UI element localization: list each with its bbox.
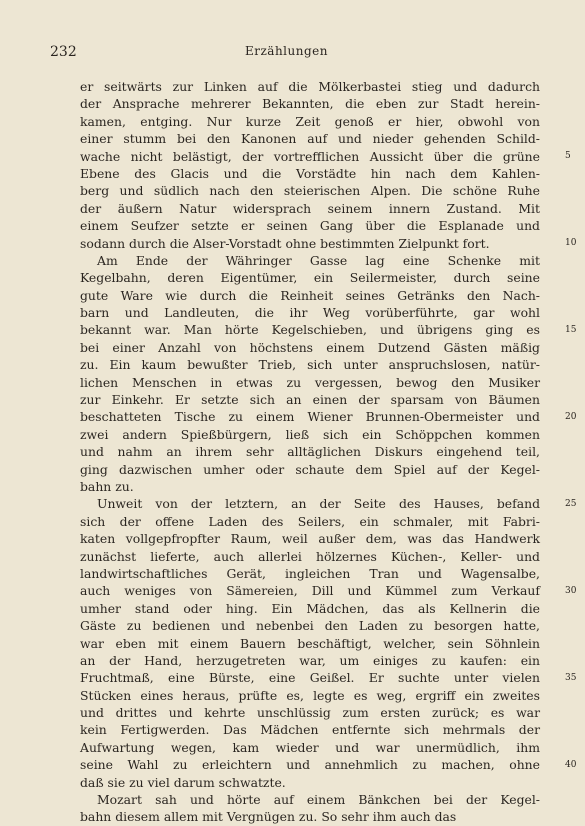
text-line: beschatteten Tische zu einem Wiener Brunnen-Obermeister und	[80, 409, 540, 425]
line-number: 35	[565, 672, 577, 683]
line-number: 15	[565, 324, 577, 335]
text-line: der äußern Natur widersprach seinem innern Zustand. Mit	[80, 200, 540, 216]
text-line: sich der offene Laden des Seilers, ein schmaler, mit Fabri-	[80, 513, 540, 529]
text-line: wache nicht belästigt, der vortrefflichen Aussicht über die grüne	[80, 148, 540, 164]
text-line: und nahm an ihrem sehr alltäglichen Diskurs eingehend teil,	[80, 444, 540, 460]
text-line: gute Ware wie durch die Reinheit seines Getränks den Nach-	[80, 287, 540, 303]
text-line: berg und südlich nach den steierischen Alpen. Die schöne Ruhe	[80, 183, 540, 199]
text-line: seine Wahl zu erleichtern und annehmlich zu machen, ohne	[80, 757, 540, 773]
line-number: 40	[565, 759, 577, 770]
text-line: zu. Ein kaum bewußter Trieb, sich unter anspruchslosen, natür-	[80, 357, 540, 373]
text-line: bahn zu.	[80, 478, 134, 494]
text-line: Unweit von der letztern, an der Seite des Hauses, befand	[97, 496, 540, 512]
text-line: Fruchtmaß, eine Bürste, eine Geißel. Er suchte unter vielen	[80, 670, 540, 686]
text-line: umher stand oder hing. Ein Mädchen, das als Kellnerin die	[80, 600, 540, 616]
text-line: bei einer Anzahl von höchstens einem Dutzend Gästen mäßig	[80, 339, 540, 355]
line-number: 25	[565, 498, 577, 509]
line-number: 20	[565, 411, 577, 422]
text-line: zunächst lieferte, auch allerlei hölzernes Küchen-, Keller- und	[80, 548, 540, 564]
text-line: Kegelbahn, deren Eigentümer, ein Seilermeister, durch seine	[80, 270, 540, 286]
text-line: bekannt war. Man hörte Kegelschieben, und übrigens ging es	[80, 322, 540, 338]
text-line: Am Ende der Währinger Gasse lag eine Schenke mit	[97, 252, 540, 268]
text-line: sodann durch die Alser-Vorstadt ohne bestimmten Zielpunkt fort.	[80, 235, 490, 251]
text-line: zur Einkehr. Er setzte sich an einen der sparsam von Bäumen	[80, 392, 540, 408]
text-line: landwirtschaftliches Gerät, ingleichen Tran und Wagensalbe,	[80, 565, 540, 581]
text-line: zwei andern Spießbürgern, ließ sich ein Schöppchen kommen	[80, 426, 540, 442]
text-line: kamen, entging. Nur kurze Zeit genoß er hier, obwohl von	[80, 113, 540, 129]
text-line: Gäste zu bedienen und nebenbei den Laden zu besorgen hatte,	[80, 618, 540, 634]
text-line: der Ansprache mehrerer Bekannten, die eben zur Stadt herein-	[80, 96, 540, 112]
page-header	[0, 44, 573, 64]
text-line: einem Seufzer setzte er seinen Gang über die Esplanade und	[80, 218, 540, 234]
text-line: katen vollgepfropfter Raum, weil außer dem, was das Handwerk	[80, 531, 540, 547]
line-number: 10	[565, 237, 577, 248]
text-line: er seitwärts zur Linken auf die Mölkerbastei stieg und dadurch	[80, 79, 540, 94]
line-number: 30	[565, 585, 577, 596]
text-line: Mozart sah und hörte auf einem Bänkchen bei der Kegel-	[97, 792, 540, 808]
text-body	[80, 78, 577, 826]
running-title: Erzählungen	[244, 44, 328, 58]
text-line: Ebene des Glacis und die Vorstädte hin nach dem Kahlen-	[80, 165, 540, 181]
text-line: lichen Menschen in etwas zu vergessen, bewog den Musiker	[80, 374, 540, 390]
text-line: barn und Landleuten, die ihr Weg vorüberführte, gar wohl	[80, 305, 540, 321]
text-line: Stücken eines heraus, prüfte es, legte es weg, ergriff ein zweites	[80, 687, 540, 703]
line-number: 5	[565, 150, 571, 161]
text-line: daß sie zu viel darum schwatzte.	[80, 774, 286, 790]
page-number: 232	[50, 44, 77, 60]
text-line: bahn diesem allem mit Vergnügen zu. So sehr ihm auch das	[80, 809, 457, 825]
text-line: war eben mit einem Bauern beschäftigt, welcher, sein Söhnlein	[80, 635, 540, 651]
text-line: an der Hand, herzugetreten war, um einiges zu kaufen: ein	[80, 652, 540, 668]
text-line: ging dazwischen umher oder schaute dem Spiel auf der Kegel-	[80, 461, 540, 477]
text-line: Aufwartung wegen, kam wieder und war unermüdlich, ihm	[80, 739, 540, 755]
text-line: kein Fertigwerden. Das Mädchen entfernte sich mehrmals der	[80, 722, 540, 738]
text-line: und drittes und kehrte unschlüssig zum ersten zurück; es war	[80, 705, 540, 721]
text-line: auch weniges von Sämereien, Dill und Kümmel zum Verkauf	[80, 583, 540, 599]
text-line: einer stumm bei den Kanonen auf und nieder gehenden Schild-	[80, 131, 540, 147]
